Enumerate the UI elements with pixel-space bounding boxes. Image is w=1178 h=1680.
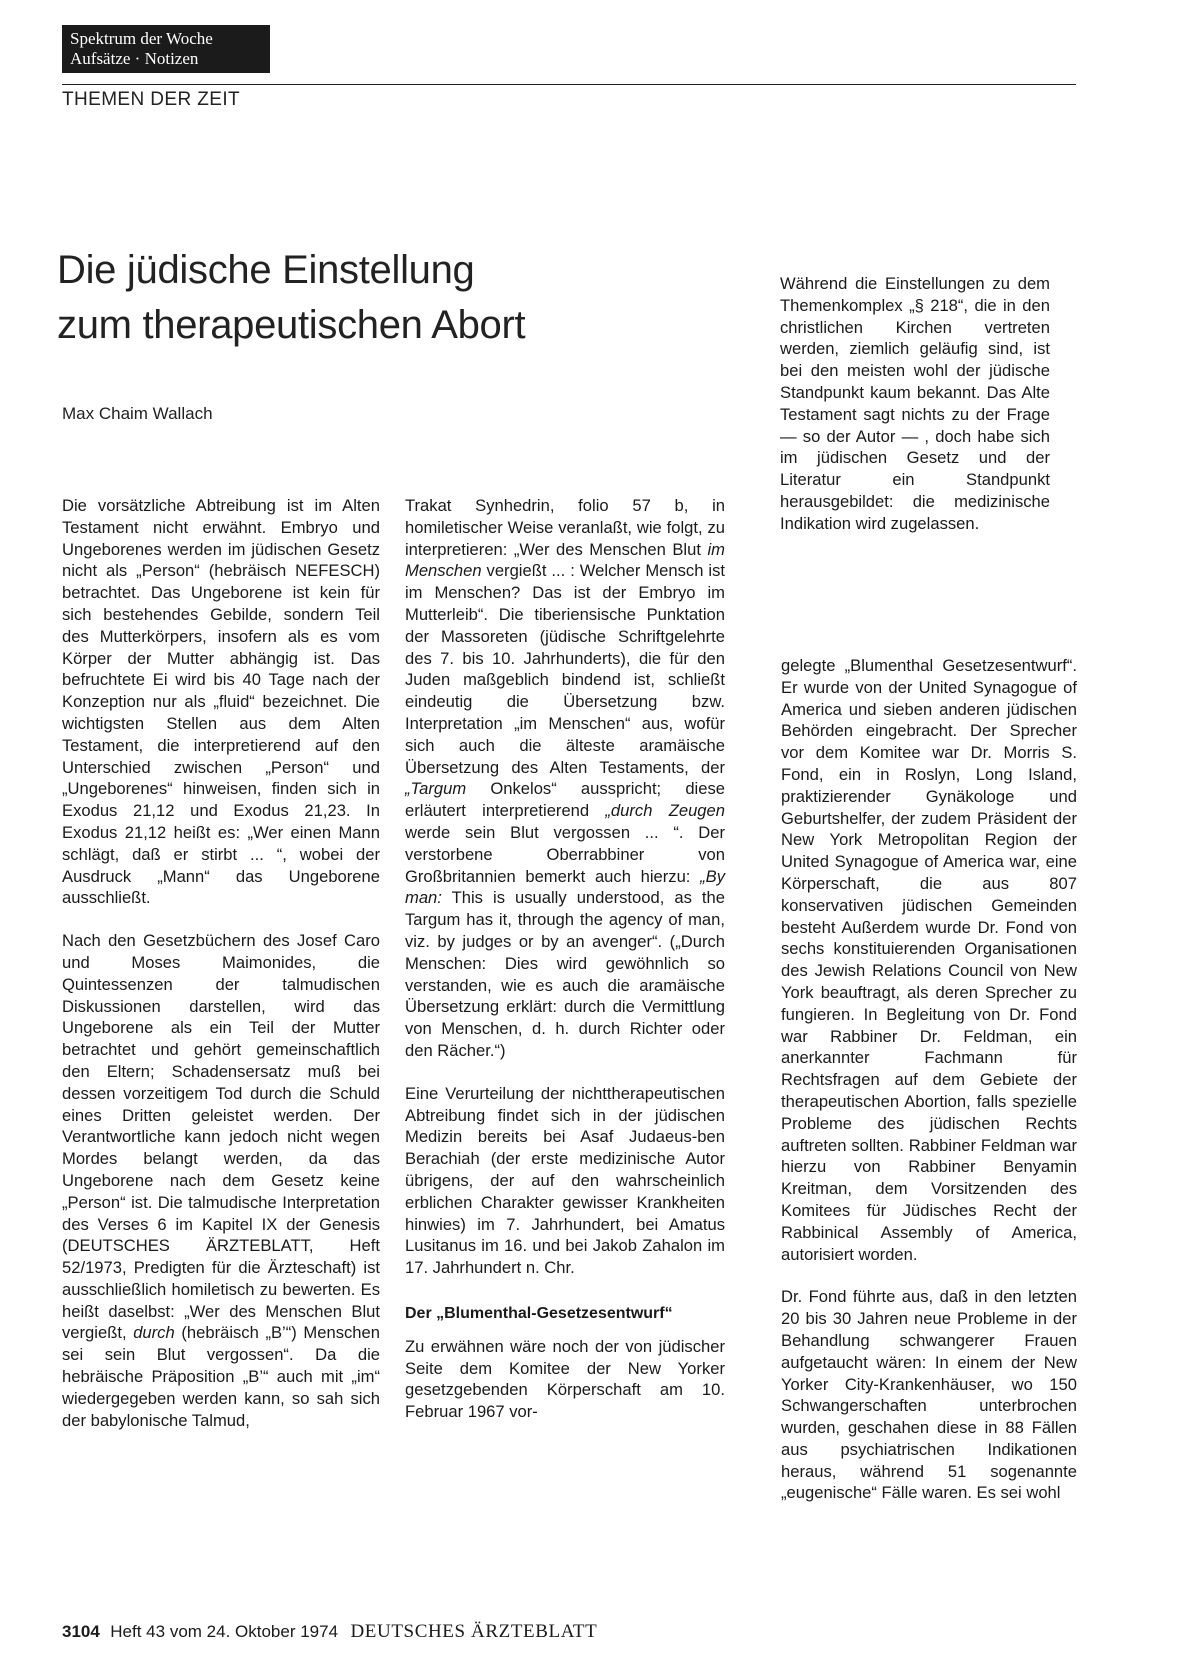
paragraph: gelegte „Blumenthal Gesetzesentwurf“. Er wurde von der United Synagogue of America und sieben anderen jüdischen Behörden eingebracht. Der Sprecher vor dem Komitee war Dr. Morris S. Fond, ein in Roslyn, Long Island, praktizierender Gynäkologe und Geburtshelfer, der zudem Präsident der New York Metropolitan Region der United Synagogue of America war, eine Körperschaft, die aus 807 konservativen jüdischen Gemeinden besteht Außerdem wurde Dr. Fond von sechs konstituierenden Organisationen des Jewish Relations Council von New York beauftragt, als deren Sprecher zu fungieren. In Begleitung von Dr. Fond war Rabbiner Dr. Feldman, ein anerkannter Fachmann für Rechtsfragen auf dem Gebiete der therapeutischen Abortion, falls spezielle Probleme des jüdischen Rechts auftreten sollten. Rabbiner Feldman war hierzu von Rabbiner Benyamin Kreitman, dem Vorsitzenden des Komitees für Jüdisches Recht der Rabbinical Assembly of America, autorisiert worden.: [781, 656, 1077, 1264]
page-number: 3104: [62, 1622, 100, 1641]
text-run: Onkelos“ ausspricht; diese erläutert interpretierend: [405, 779, 725, 821]
text-run: This is usually understood, as the Targum has it, through the agency of man, viz. by judges or by an avenger“. („Durch Menschen: Dies wird gewöhnlich so verstanden, wie es auch die aramäische Übersetzung erklärt: durch die Vermittlung von Menschen, d. h. durch Richter oder den Rächer.“): [405, 888, 725, 1060]
header-rule: [62, 84, 1076, 85]
emphasis: „durch Zeugen: [605, 801, 725, 821]
paragraph: Dr. Fond führte aus, daß in den letzten 20 bis 30 Jahren neue Probleme in der Behandlung schwangerer Frauen aufgetaucht wären: In einem der New Yorker City-Krankenhäuser, wo 150 Schwangerschaften unterbrochen wurden, geschahen diese in 88 Fällen aus psychiatrischen Indikationen heraus, während 51 sogenannte „eugenische“ Fälle waren. Es sei wohl: [781, 1287, 1077, 1503]
column-1: [62, 495, 380, 1431]
emphasis: „By man:: [405, 866, 725, 908]
article-title: [57, 243, 525, 353]
text-run: (hebräisch „B’“) Menschen sei sein Blut vergossen“. Da die hebräische Präposition „B’“ auch mit „im“ wiedergegeben werden kann, so sah sich der babylonische Talmud,: [62, 1323, 380, 1430]
emphasis: im Menschen: [405, 539, 725, 581]
text-run: Trakat Synhedrin, folio 57 b, in homiletischer Weise veranlaßt, wie folgt, zu interpretieren: „Wer des Menschen Blut: [405, 496, 725, 559]
intro-abstract: [780, 273, 1050, 535]
magazine-name: DEUTSCHES ÄRZTEBLATT: [350, 1621, 598, 1642]
badge-line-1: Spektrum der Woche: [70, 29, 213, 48]
text-run: werde sein Blut vergossen ... “. Der verstorbene Oberrabbiner von Großbritannien bemerkt auch hierzu:: [405, 822, 725, 886]
text-run: vergießt ... : Welcher Mensch ist im Menschen? Das ist der Embryo im Mutterleib“. Die tiberiensische Punktation der Massoreten (jüdische Schriftgelehrte des 7. bis 10. Jahrhunderts), die für den Juden maßgeblich bindend ist, schließt eindeutig die Übersetzung bzw. Interpretation „im Menschen“ aus, wofür sich auch die älteste aramäische Übersetzung des Alten Testaments, der: [405, 561, 725, 777]
paragraph: Während die Einstellungen zu dem Themenkomplex „§ 218“, die in den christlichen Kirchen vertreten werden, ziemlich geläufig sind, ist bei den meisten wohl der jüdische Standpunkt kaum bekannt. Das Alte Testament sagt nichts zu der Frage — so der Autor — , doch habe sich im jüdischen Gesetz und der Literatur ein Standpunkt herausgebildet: die medizinische Indikation wird zugelassen.: [780, 274, 1050, 533]
column-2: [405, 495, 725, 1423]
issue-info: Heft 43 vom 24. Oktober 1974: [110, 1622, 339, 1641]
emphasis: durch: [133, 1323, 175, 1343]
badge-line-2: Aufsätze · Notizen: [70, 49, 199, 68]
paragraph: Zu erwähnen wäre noch der von jüdischer Seite dem Komitee der New Yorker gesetzgebenden Körperschaft am 10. Februar 1967 vor-: [405, 1336, 725, 1422]
page-footer: [62, 1621, 597, 1643]
title-line-1: Die jüdische Einstellung: [57, 248, 475, 292]
paragraph: [405, 495, 725, 1062]
paragraph: Eine Verurteilung der nichttherapeutischen Abtreibung findet sich in der jüdischen Medizin bereits bei Asaf Judaeus-ben Berachiah (der erste medizinische Autor übrigens, der auf den wahrscheinlich erblichen Charakter gewisser Krankheiten hinwies) im 7. Jahrhundert, bei Amatus Lusitanus im 16. und bei Jakob Zahalon im 17. Jahrhundert n. Chr.: [405, 1083, 725, 1278]
author-byline: Max Chaim Wallach: [62, 404, 213, 423]
section-badge: [62, 25, 270, 73]
emphasis: „Targum: [405, 779, 467, 799]
subheading: Der „Blumenthal-Gesetzesentwurf“: [405, 1304, 673, 1322]
paragraph: [62, 930, 380, 1431]
text-run: Nach den Gesetzbüchern des Josef Caro und Moses Maimonides, die Quintessenzen der talmudischen Diskussionen darstellen, wird das Ungeborene als ein Teil der Mutter betrachtet und gehört gemeinschaftlich den Eltern; Schadensersatz muß bei dessen vorzeitigem Tod durch die Schuld eines Dritten geleistet werden. Der Verantwortliche kann jedoch nicht wegen Mordes belangt werden, da das Ungeborene nach dem Gesetz keine „Person“ ist. Die talmudische Interpretation des Verses 6 im Kapitel IX der Genesis (DEUTSCHES ÄRZTEBLATT, Heft 52/1973, Predigten für die Ärzteschaft) ist ausschließlich homiletisch zu bewerten. Es heißt daselbst: „Wer des Menschen Blut vergießt,: [62, 931, 380, 1343]
title-line-2: zum therapeutischen Abort: [57, 303, 526, 347]
column-3: [781, 655, 1077, 1504]
paragraph: Die vorsätzliche Abtreibung ist im Alten Testament nicht erwähnt. Embryo und Ungeborenes werden im jüdischen Gesetz nicht als „Person“ (hebräisch NEFESCH) betrachtet. Das Ungeborene ist kein für sich bestehendes Gebilde, sondern Teil des Mutterkörpers, insofern als es vom Körper der Mutter abhängig ist. Das befruchtete Ei wird bis 40 Tage nach der Konzeption nur als „fluid“ bezeichnet. Die wichtigsten Stellen aus dem Alten Testament, die interpretierend auf den Unterschied zwischen „Person“ und „Ungeborenes“ hinweisen, finden sich in Exodus 21,12 und Exodus 21,23. In Exodus 21,12 heißt es: „Wer einen Mann schlägt, daß er stirbt ... “, wobei der Ausdruck „Mann“ das Ungeborene ausschließt.: [62, 496, 380, 908]
section-label: THEMEN DER ZEIT: [62, 89, 241, 110]
